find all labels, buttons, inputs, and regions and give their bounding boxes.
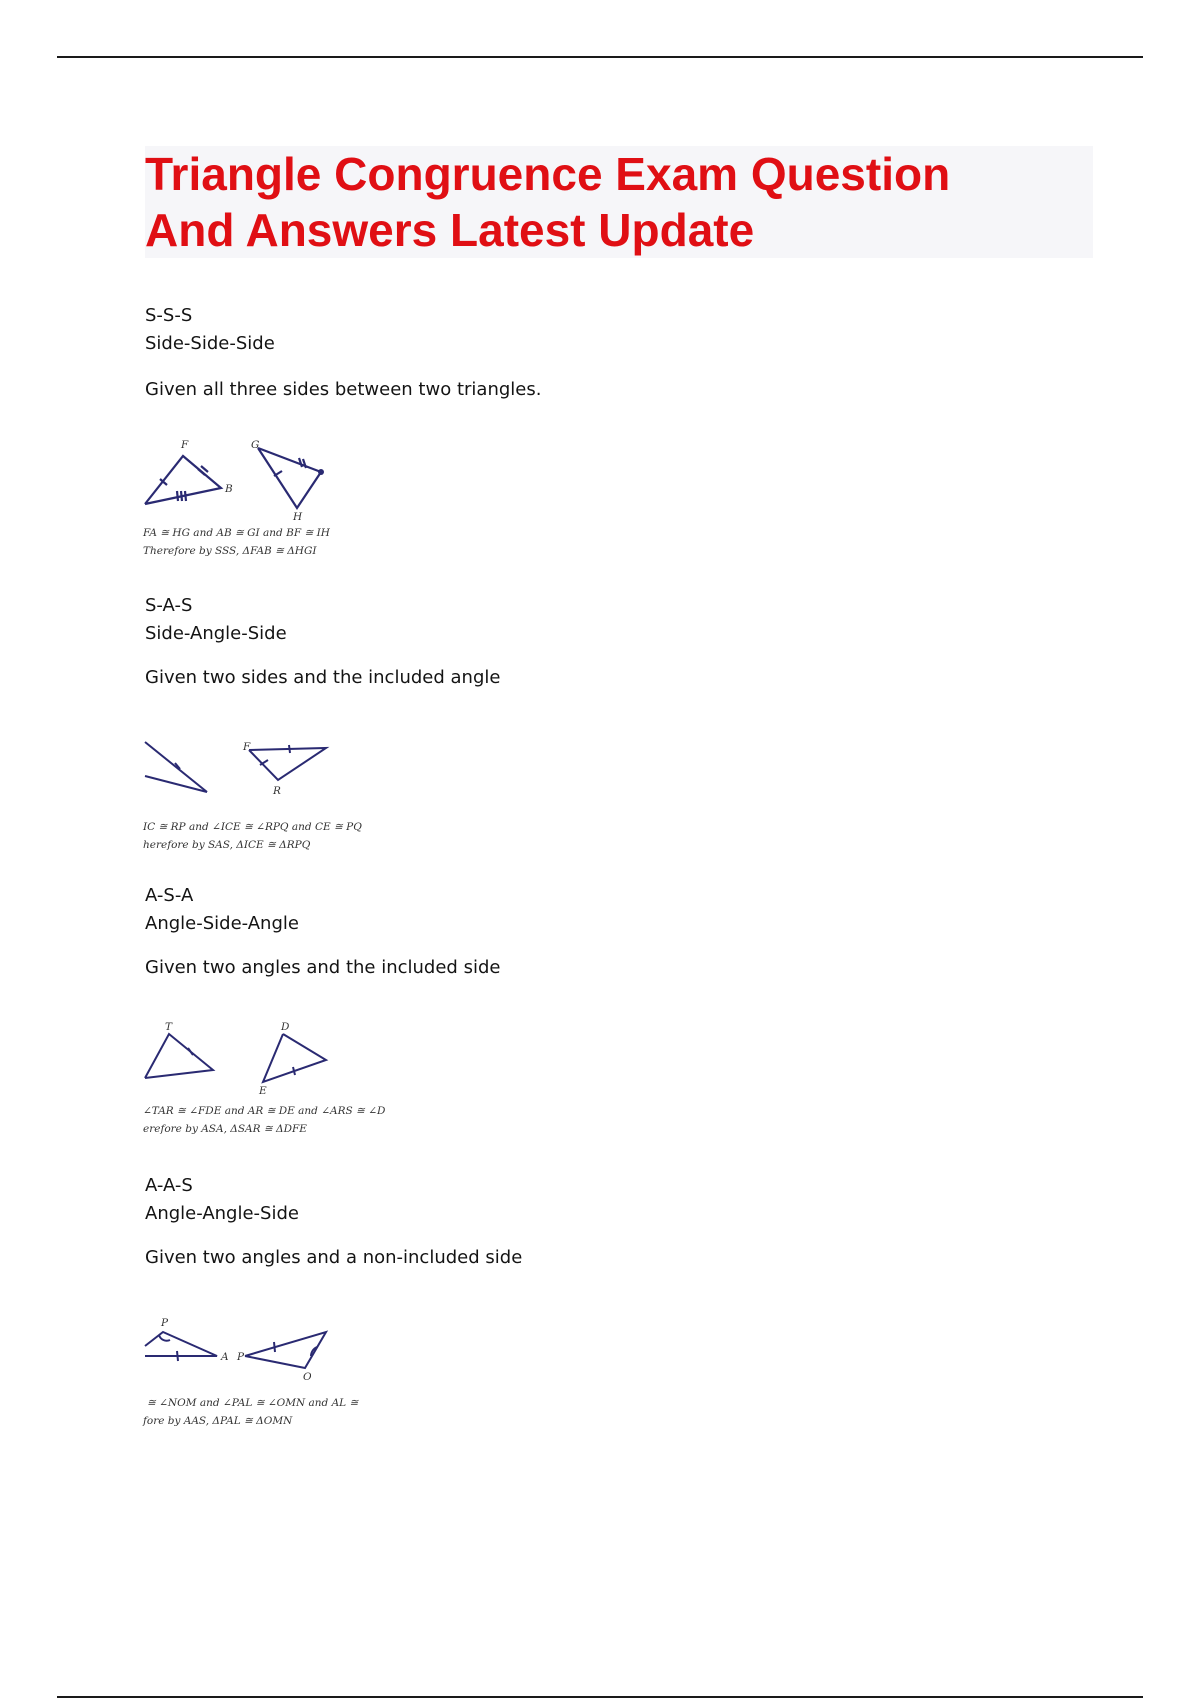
svg-text:A: A [221, 1351, 229, 1363]
sas-caption-congruence: IC ≅ RP and ∠ICE ≅ ∠RPQ and CE ≅ PQ [143, 821, 362, 833]
section-abbr-asa: A-S-A [145, 885, 194, 906]
sss-diagram [143, 436, 333, 566]
section-name-aas: Angle-Angle-Side [145, 1203, 299, 1224]
header-rule [57, 56, 1143, 58]
asa-triangle-left [145, 1034, 213, 1078]
svg-text:F: F [243, 741, 251, 753]
section-desc-asa: Given two angles and the included side [145, 957, 501, 978]
aas-diagram [143, 1314, 359, 1444]
sss-caption-congruence: FA ≅ HG and AB ≅ GI and BF ≅ IH [143, 527, 330, 539]
section-desc-aas: Given two angles and a non-included side [145, 1247, 523, 1268]
document-title: Triangle Congruence Exam Question And Answers Latest Update [145, 148, 951, 256]
svg-text:D: D [281, 1021, 290, 1033]
section-abbr-sas: S-A-S [145, 595, 193, 616]
section-abbr-sss: S-S-S [145, 305, 193, 326]
footer-rule [57, 1696, 1143, 1698]
section-desc-sas: Given two sides and the included angle [145, 667, 501, 688]
asa-diagram [143, 1021, 386, 1154]
svg-text:E: E [259, 1085, 267, 1097]
svg-text:O: O [303, 1371, 312, 1383]
svg-text:H: H [293, 511, 303, 523]
section-name-sas: Side-Angle-Side [145, 623, 287, 644]
sas-caption-conclusion: herefore by SAS, ΔICE ≅ ΔRPQ [143, 839, 311, 851]
svg-text:R: R [273, 785, 281, 797]
svg-text:P: P [237, 1351, 245, 1363]
svg-text:G: G [251, 439, 260, 451]
svg-text:F: F [181, 439, 189, 451]
sss-triangle-left [145, 456, 221, 504]
section-name-asa: Angle-Side-Angle [145, 913, 299, 934]
aas-caption-conclusion: fore by AAS, ΔPAL ≅ ΔOMN [143, 1415, 293, 1427]
section-desc-sss: Given all three sides between two triangles. [145, 379, 542, 400]
section-abbr-aas: A-A-S [145, 1175, 193, 1196]
aas-triangle-left [145, 1332, 217, 1356]
svg-text:T: T [165, 1021, 173, 1033]
asa-caption-congruence: ∠TAR ≅ ∠FDE and AR ≅ DE and ∠ARS ≅ ∠D [143, 1105, 386, 1117]
sss-triangle-right [258, 448, 321, 508]
asa-caption-conclusion: erefore by ASA, ΔSAR ≅ ΔDFE [143, 1123, 307, 1135]
svg-text:P: P [161, 1317, 169, 1329]
sss-caption-conclusion: Therefore by SSS, ΔFAB ≅ ΔHGI [143, 545, 317, 557]
section-name-sss: Side-Side-Side [145, 333, 275, 354]
sas-diagram [143, 734, 362, 864]
svg-text:B: B [225, 483, 233, 495]
aas-caption-congruence: ≅ ∠NOM and ∠PAL ≅ ∠OMN and AL ≅ [147, 1397, 359, 1409]
